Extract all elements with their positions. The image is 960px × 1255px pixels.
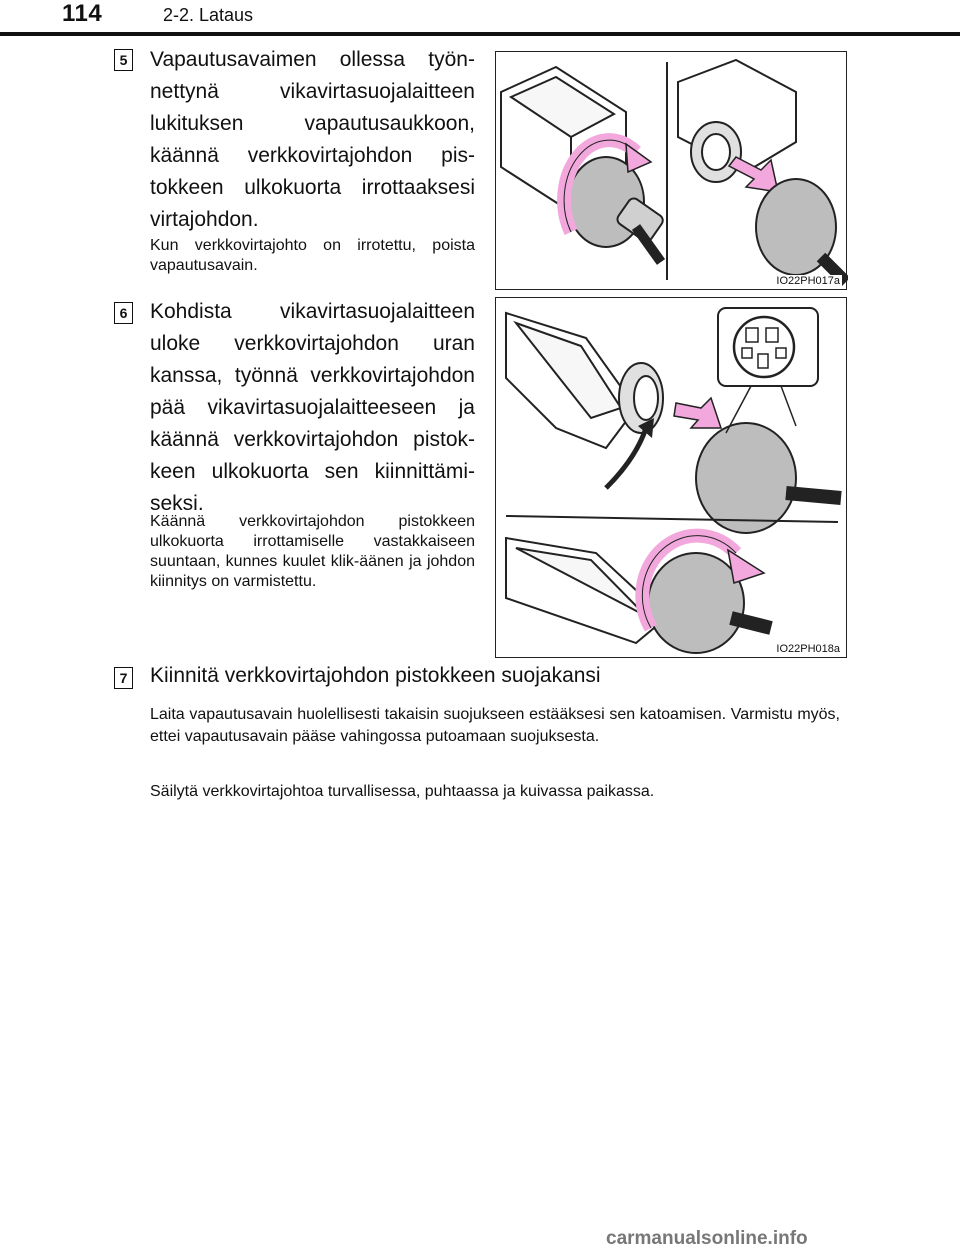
- page-number: 114: [62, 0, 103, 27]
- figure-step-5: [495, 51, 847, 290]
- section-title: 2-2. Lataus: [163, 5, 254, 25]
- step-7-number: 7: [114, 667, 133, 689]
- step-6-number: 6: [114, 302, 133, 324]
- figure-code-5: IO22PH017a: [776, 275, 840, 287]
- step-5-text: Vapautusavaimen ollessa työnnettynä vikavirtasuojalaitteen lukituksen vapautusaukkoon, käännä verkkovirtajohdon pistokkeen ulkokuorta irrottaaksesi virtajohdon.: [150, 48, 475, 231]
- step-6-text: Kohdista vikavirtasuojalaitteen uloke verkkovirtajohdon uran kanssa, työnnä verkkovirtajohdon pää vikavirtasuojalaitteeseen ja käännä verkkovirtajohdon pistokkeen ulkokuorta sen kiinnittämiseksi.: [150, 300, 475, 515]
- step-7-note-2: Säilytä verkkovirtajohtoa turvallisessa, puhtaassa ja kuivassa paikassa.: [150, 783, 655, 800]
- header-rule: [0, 32, 960, 36]
- step-5-note: Kun verkkovirtajohto on irrotettu, poista vapautusavain.: [150, 237, 475, 274]
- step-6-note: Käännä verkkovirtajohdon pistokkeen ulkokuorta irrottamiselle vastakkaiseen suuntaan, kunnes kuulet klik-äänen ja johdon kiinnitys on varmistettu.: [150, 513, 475, 590]
- figure-step-6: [495, 297, 847, 658]
- connect-illustration: [496, 298, 848, 659]
- watermark: carmanualsonline.info: [606, 1228, 808, 1249]
- step-7-text: Kiinnitä verkkovirtajohdon pistokkeen suojakansi: [150, 664, 601, 687]
- figure-code-6: IO22PH018a: [776, 643, 840, 655]
- disconnect-illustration: [496, 52, 848, 291]
- page-header: [0, 0, 960, 34]
- step-7-note-1: Laita vapautusavain huolellisesti takaisin suojukseen estääksesi sen katoamisen. Varmistu myös, ettei vapautusavain pääse vahingossa putoamaan suojuksesta.: [150, 706, 840, 745]
- step-5-number: 5: [114, 49, 133, 71]
